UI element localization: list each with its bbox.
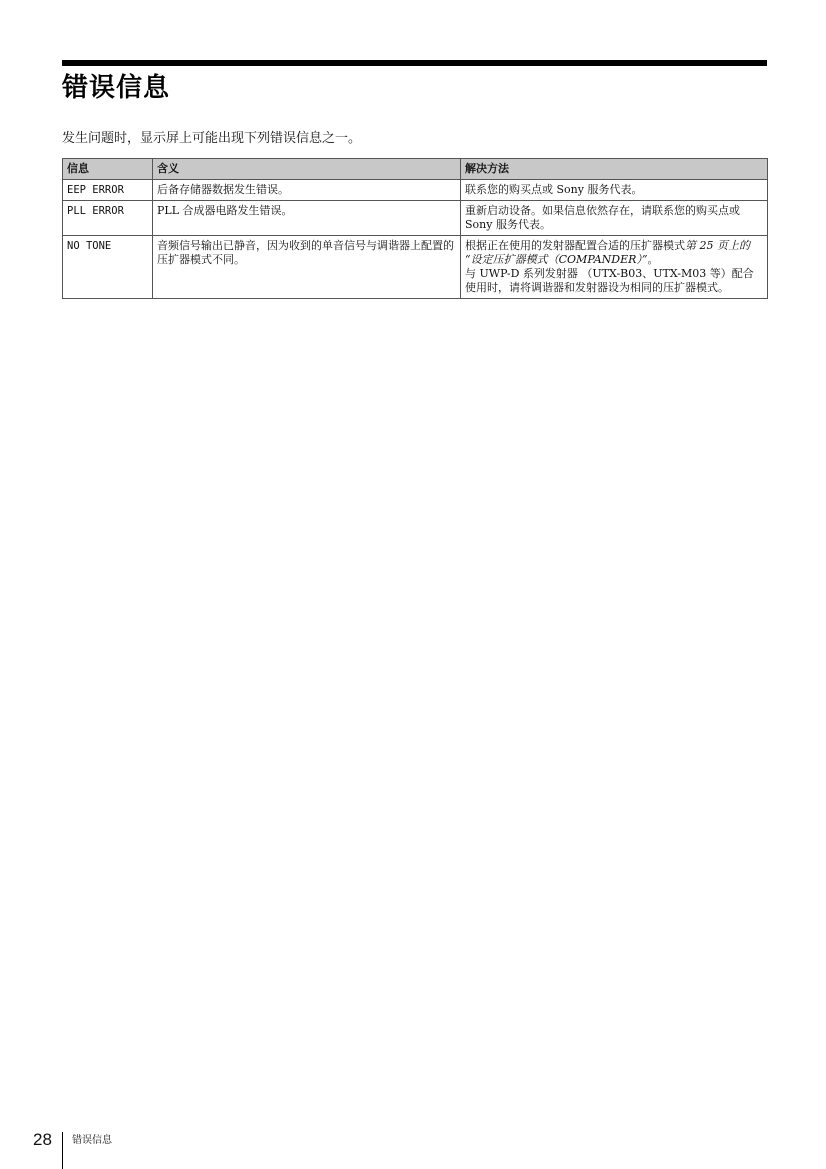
column-header-message: 信息 [63, 159, 153, 180]
column-header-meaning: 含义 [153, 159, 461, 180]
meaning-cell: 音频信号输出已静音，因为收到的单音信号与调谐器上配置的压扩器模式不同。 [153, 236, 461, 299]
solution-text-tail: 。 [647, 253, 659, 266]
solution-cell [461, 236, 768, 299]
intro-text: 发生问题时，显示屏上可能出现下列错误信息之一。 [62, 131, 362, 146]
page-reference-link[interactable]: 第 25 页上的 “设定压扩器模式（COMPANDER）” [465, 239, 750, 266]
table-row [63, 236, 768, 299]
message-cell: PLL ERROR [63, 201, 153, 236]
solution-text: 重新启动设备。如果信息依然存在，请联系您的购买点或 Sony 服务代表。 [465, 204, 740, 231]
footer-divider [62, 1132, 63, 1169]
table-header-row [63, 159, 768, 180]
meaning-cell: 后备存储器数据发生错误。 [153, 180, 461, 201]
table-row [63, 201, 768, 236]
solution-text: 联系您的购买点或 Sony 服务代表。 [465, 183, 643, 196]
solution-cell [461, 180, 768, 201]
footer-section-label: 错误信息 [72, 1135, 112, 1146]
header-rule [62, 60, 767, 66]
solution-text: 根据正在使用的发射器配置合适的压扩器模式 [465, 239, 685, 252]
message-cell: NO TONE [63, 236, 153, 299]
solution-extra-text: 与 UWP-D 系列发射器 （UTX-B03、UTX-M03 等）配合使用时，请将调谐器和发射器设为相同的压扩器模式。 [465, 267, 754, 294]
message-cell: EEP ERROR [63, 180, 153, 201]
page-title: 错误信息 [62, 73, 171, 103]
error-message-table [62, 158, 768, 299]
meaning-cell: PLL 合成器电路发生错误。 [153, 201, 461, 236]
solution-cell [461, 201, 768, 236]
table-row [63, 180, 768, 201]
column-header-solution: 解决方法 [461, 159, 768, 180]
page-number: 28 [33, 1130, 52, 1149]
